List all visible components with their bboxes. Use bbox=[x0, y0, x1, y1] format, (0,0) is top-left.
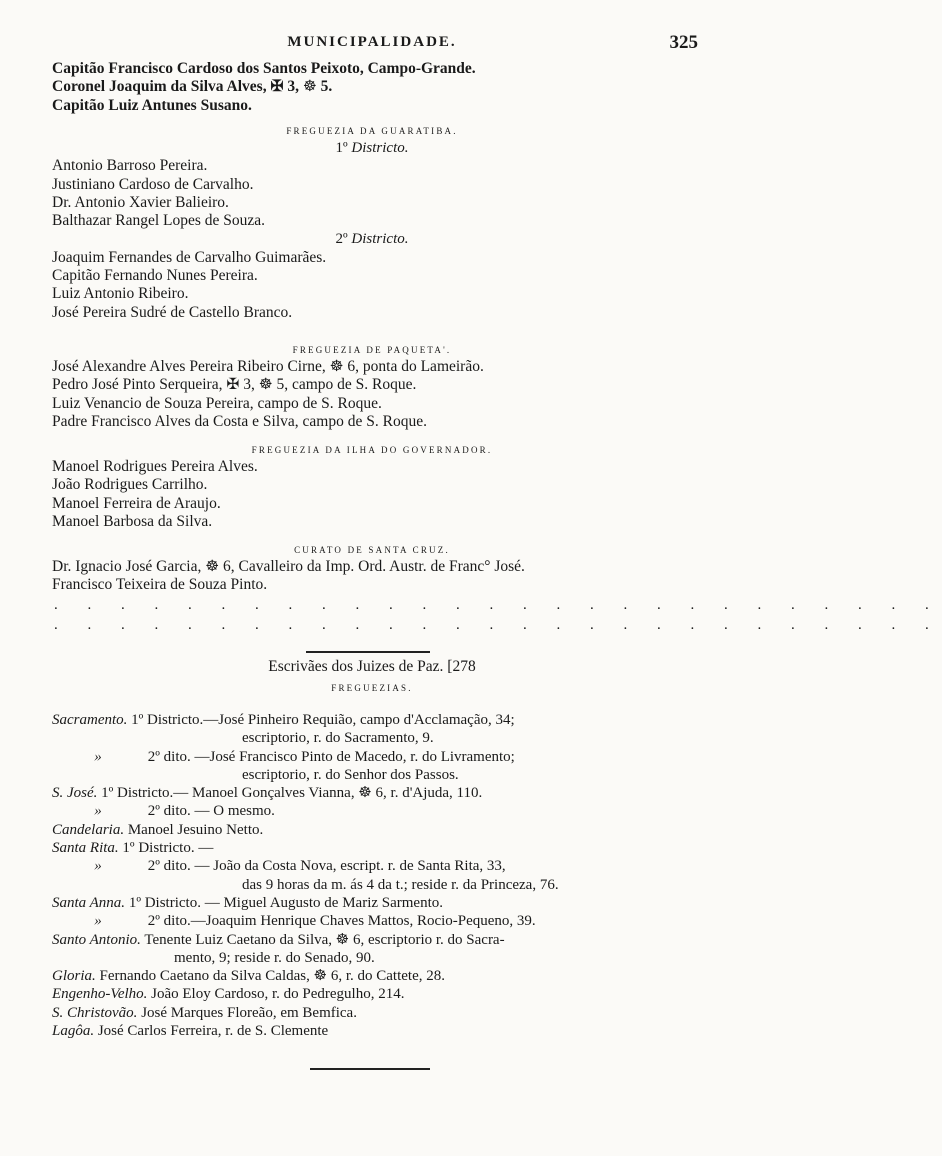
ellipsis-row: . . . . . . . . . . . . . . . . . . . . . . . . . . . bbox=[54, 596, 942, 613]
table-row bbox=[52, 766, 692, 784]
list-item: José Pereira Sudré de Castello Branco. bbox=[52, 303, 293, 321]
divider bbox=[310, 1068, 430, 1070]
entry-text: 1º Districto.— Manoel Gonçalves Vianna, ☸ 6, r. d'Ajuda, 110. bbox=[101, 785, 483, 802]
list-item: Pedro José Pinto Serqueira, ✠ 3, ☸ 5, campo de S. Roque. bbox=[52, 376, 417, 394]
list-item: Manoel Ferreira de Araujo. bbox=[52, 494, 221, 512]
table-row bbox=[52, 894, 692, 912]
table-row bbox=[52, 912, 692, 930]
list-item: Justiniano Cardoso de Carvalho. bbox=[52, 175, 254, 193]
table-row bbox=[52, 839, 692, 857]
section-governador bbox=[52, 442, 692, 531]
running-title: MUNICIPALIDADE. bbox=[287, 34, 457, 50]
district-label: Districto. bbox=[351, 231, 409, 248]
entry-text: José Carlos Ferreira, r. de S. Clemente bbox=[97, 1023, 329, 1040]
entry-text: 2º dito.—Joaquim Henrique Chaves Mattos, Rocio-Pequeno, 39. bbox=[147, 913, 536, 930]
entry-text: 1º Districto.—José Pinheiro Requião, campo d'Acclamação, 34; bbox=[131, 712, 515, 728]
parish-label: Santa Anna. bbox=[52, 894, 126, 911]
entry-text: 1º Districto. — bbox=[122, 840, 214, 857]
entry-text: 2º dito. —José Francisco Pinto de Macedo, r. do Livramento; bbox=[147, 748, 515, 765]
section-heading: Escrivães dos Juizes de Paz. [278 bbox=[268, 658, 476, 675]
parish-label: Lagôa. bbox=[52, 1023, 95, 1040]
entry-text: Fernando Caetano da Silva Caldas, ☸ 6, r. do Cattete, 28. bbox=[99, 968, 445, 985]
section-title: FREGUEZIA DA ILHA DO GOVERNADOR. bbox=[251, 445, 493, 455]
entry-text: mento, 9; reside r. do Senado, 90. bbox=[174, 949, 375, 966]
section-subtitle: FREGUEZIAS. bbox=[331, 683, 413, 693]
parish-label: » bbox=[94, 913, 102, 930]
parish-label: S. Christovão. bbox=[52, 1004, 138, 1021]
list-item: Balthazar Rangel Lopes de Souza. bbox=[52, 212, 266, 230]
entry-text: escriptorio, r. do Senhor dos Passos. bbox=[242, 766, 459, 783]
table-row bbox=[52, 876, 692, 894]
list-item: Dr. Antonio Xavier Balieiro. bbox=[52, 193, 229, 211]
parish-label: Candelaria. bbox=[52, 821, 125, 838]
list-item: Coronel Joaquim da Silva Alves, ✠ 3, ☸ 5. bbox=[52, 78, 333, 96]
escrivaes-list bbox=[52, 711, 692, 1040]
list-item: Manoel Rodrigues Pereira Alves. bbox=[52, 458, 258, 475]
list-item: Capitão Francisco Cardoso dos Santos Peixoto, Campo-Grande. bbox=[52, 60, 476, 77]
divider bbox=[306, 651, 430, 653]
list-item: Francisco Teixeira de Souza Pinto. bbox=[52, 576, 268, 594]
table-row bbox=[52, 1022, 692, 1040]
entry-text: escriptorio, r. do Sacramento, 9. bbox=[242, 730, 434, 747]
section-title: CURATO DE SANTA CRUZ. bbox=[294, 545, 450, 555]
parish-label: » bbox=[94, 803, 102, 820]
ellipsis-row: . . . . . . . . . . . . . . . . . . . . . . . . . . . bbox=[54, 616, 942, 633]
section-title: FREGUEZIA DA GUARATIBA. bbox=[286, 126, 458, 136]
table-row bbox=[52, 967, 692, 985]
parish-label: Santa Rita. bbox=[52, 840, 119, 857]
list-item: Capitão Fernando Nunes Pereira. bbox=[52, 267, 258, 285]
district-heading bbox=[52, 230, 692, 248]
list-item: João Rodrigues Carrilho. bbox=[52, 476, 208, 494]
table-row bbox=[52, 1004, 692, 1022]
entry-text: das 9 horas da m. ás 4 da t.; reside r. da Princeza, 76. bbox=[242, 876, 559, 893]
parish-label: Santo Antonio. bbox=[52, 931, 141, 948]
list-item: José Alexandre Alves Pereira Ribeiro Cirne, ☸ 6, ponta do Lameirão. bbox=[52, 358, 484, 375]
entry-text: 2º dito. — O mesmo. bbox=[147, 803, 275, 820]
table-row bbox=[52, 931, 692, 949]
section-paqueta bbox=[52, 342, 692, 431]
parish-label: Engenho-Velho. bbox=[52, 986, 148, 1003]
entry-text: João Eloy Cardoso, r. do Pedregulho, 214. bbox=[151, 986, 405, 1003]
section-escrivaes bbox=[52, 656, 692, 696]
table-row bbox=[52, 802, 692, 820]
table-row bbox=[52, 821, 692, 839]
district-number: 1º bbox=[335, 140, 348, 156]
parish-label: Gloria. bbox=[52, 968, 96, 985]
list-item: Antonio Barroso Pereira. bbox=[52, 157, 208, 175]
list-item: Dr. Ignacio José Garcia, ☸ 6, Cavalleiro da Imp. Ord. Austr. de Franc° José. bbox=[52, 558, 525, 575]
list-item: Luiz Venancio de Souza Pereira, campo de S. Roque. bbox=[52, 394, 382, 412]
district-heading bbox=[52, 139, 692, 157]
parish-label: » bbox=[94, 858, 102, 875]
parish-label: Sacramento. bbox=[52, 712, 128, 728]
list-item: Capitão Luiz Antunes Susano. bbox=[52, 96, 252, 114]
table-row bbox=[52, 711, 692, 729]
table-row bbox=[52, 784, 692, 802]
table-row bbox=[52, 748, 692, 766]
district-number: 2º bbox=[335, 231, 348, 248]
parish-label: S. José. bbox=[52, 785, 98, 802]
table-row bbox=[52, 985, 692, 1003]
list-item: Manoel Barbosa da Silva. bbox=[52, 512, 213, 530]
entry-text: Tenente Luiz Caetano da Silva, ☸ 6, escriptorio r. do Sacra- bbox=[144, 931, 505, 948]
district-label: Districto. bbox=[351, 140, 409, 156]
section-santa-cruz bbox=[52, 542, 942, 635]
page-number: 325 bbox=[669, 32, 698, 53]
list-item: Joaquim Fernandes de Carvalho Guimarães. bbox=[52, 248, 327, 266]
entry-text: José Marques Floreão, em Bemfica. bbox=[141, 1004, 357, 1021]
table-row bbox=[52, 949, 692, 967]
list-item: Padre Francisco Alves da Costa e Silva, campo de S. Roque. bbox=[52, 412, 427, 430]
top-list bbox=[52, 60, 692, 115]
entry-text: 1º Districto. — Miguel Augusto de Mariz Sarmento. bbox=[128, 894, 444, 911]
table-row bbox=[52, 729, 692, 747]
list-item: Luiz Antonio Ribeiro. bbox=[52, 285, 189, 303]
entry-text: 2º dito. — João da Costa Nova, escript. r. de Santa Rita, 33, bbox=[147, 858, 506, 875]
section-guaratiba bbox=[52, 123, 692, 322]
page-header bbox=[52, 32, 698, 58]
table-row bbox=[52, 857, 692, 875]
section-title: FREGUEZIA DE PAQUETA'. bbox=[292, 345, 452, 355]
entry-text: Manoel Jesuino Netto. bbox=[127, 821, 264, 838]
parish-label: » bbox=[94, 748, 102, 765]
